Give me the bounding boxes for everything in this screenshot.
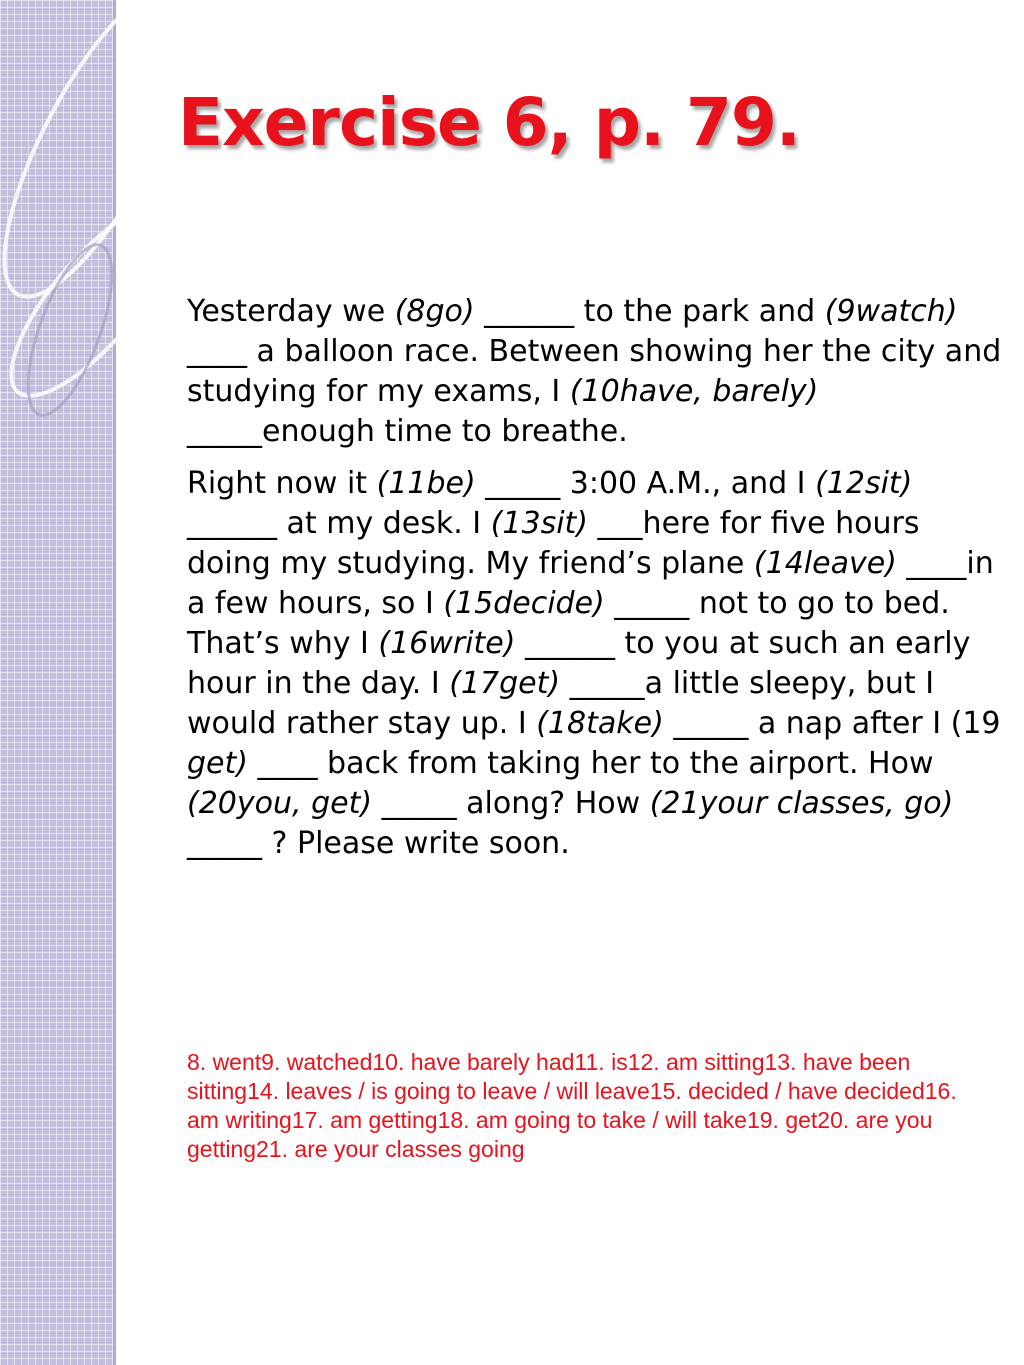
- paragraph-right-now: [187, 464, 1007, 864]
- verb-cue-9: (9watch): [824, 294, 958, 329]
- answer-key: 8. went9. watched10. have barely had11. is12. am sitting13. have been sitting14. leaves / is going to leave / will leave15. decided / have decided16. am writing17. am getting18. am going to take / will take19. get20. are you getting21. are your classes going: [187, 1049, 957, 1162]
- paragraph-yesterday: [187, 292, 1007, 452]
- verb-cue-12: (12sit): [815, 466, 913, 501]
- text-segment: ______ to you at such an early hour in the day. I: [187, 626, 971, 701]
- text-segment: _____ a nap after I (19: [663, 706, 1001, 741]
- text-segment: ______ at my desk. I: [187, 506, 491, 541]
- text-segment: ______ to the park and: [474, 294, 825, 329]
- verb-cue-17: (17get): [449, 666, 561, 701]
- text-segment: ____in a few hours, so I: [187, 546, 994, 621]
- verb-cue-15: (15decide): [443, 586, 605, 621]
- text-segment: ____ a balloon race. Between showing her the city and studying for my exams, I: [187, 334, 1002, 409]
- verb-cue-19: get): [187, 746, 248, 781]
- verb-cue-16: (16write): [378, 626, 516, 661]
- verb-cue-8: (8go): [394, 294, 475, 329]
- text-segment: _____ not to go to bed. That’s why I: [187, 586, 950, 661]
- verb-cue-11: (11be): [376, 466, 476, 501]
- slide-title: Exercise 6, p. 79.: [178, 84, 800, 161]
- verb-cue-14: (14leave): [753, 546, 897, 581]
- verb-cue-21: (21your classes, go): [649, 786, 954, 821]
- verb-cue-18: (18take): [536, 706, 664, 741]
- exercise-text: [187, 292, 1007, 876]
- text-segment: _____ along? How: [372, 786, 650, 821]
- text-segment: _____a little sleepy, but I would rather stay up. I: [187, 666, 935, 741]
- text-segment: _____ 3:00 A.M., and I: [475, 466, 816, 501]
- text-segment: _____ ? Please write soon.: [187, 826, 570, 861]
- verb-cue-20: (20you, get): [187, 786, 373, 821]
- verb-cue-13: (13sit): [490, 506, 589, 541]
- text-segment: _____enough time to breathe.: [187, 414, 628, 449]
- text-segment: ____ back from taking her to the airport. How: [247, 746, 934, 781]
- text-segment: Yesterday we: [187, 294, 395, 329]
- text-segment: Right now it: [187, 466, 377, 501]
- text-segment: ___here for five hours doing my studying. My friend’s plane: [187, 506, 920, 581]
- verb-cue-10: (10have, barely): [569, 374, 819, 409]
